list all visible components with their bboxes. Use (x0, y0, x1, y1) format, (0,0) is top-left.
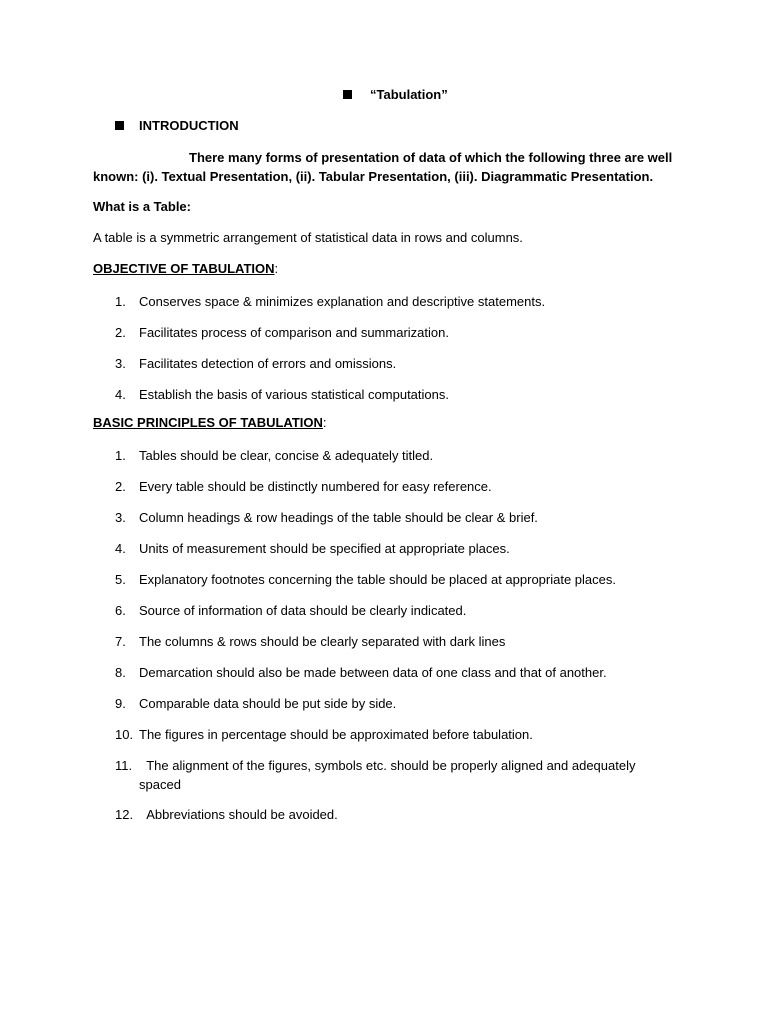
list-item (93, 508, 653, 527)
list-item-text: Tables should be clear, concise & adequately titled. (139, 448, 434, 463)
list-item-text: Explanatory footnotes concerning the table should be placed at appropriate places. (139, 572, 616, 587)
list-item (93, 601, 653, 620)
list-item-number: 5. (115, 572, 126, 587)
document-title: “Tabulation” (370, 87, 448, 102)
principles-heading-row (93, 415, 327, 430)
list-item-text: Facilitates process of comparison and summarization. (139, 325, 449, 340)
list-item-number: 9. (115, 696, 126, 711)
list-item-text: Column headings & row headings of the table should be clear & brief. (139, 510, 538, 525)
list-item-text: Source of information of data should be clearly indicated. (139, 603, 467, 618)
list-item-text: Every table should be distinctly numbered for easy reference. (139, 479, 492, 494)
list-item-number: 2. (115, 325, 126, 340)
list-item (93, 632, 653, 651)
principles-heading: BASIC PRINCIPLES OF TABULATION (93, 415, 323, 430)
objective-heading: OBJECTIVE OF TABULATION (93, 261, 275, 276)
objectives-list (93, 292, 653, 404)
list-item-number: 7. (115, 634, 126, 649)
list-item (93, 570, 653, 589)
list-item-number: 4. (115, 541, 126, 556)
objective-heading-row (93, 261, 278, 276)
list-item (93, 694, 653, 713)
list-item-text: Units of measurement should be specified at appropriate places. (139, 541, 510, 556)
list-item-text: Demarcation should also be made between data of one class and that of another. (139, 665, 607, 680)
square-bullet-icon (343, 90, 352, 99)
list-item (93, 663, 653, 682)
principles-list (93, 446, 653, 824)
list-item (93, 446, 653, 465)
list-item-number: 1. (115, 294, 126, 309)
intro-heading-row (115, 118, 239, 133)
list-item (93, 725, 653, 744)
list-item-number: 8. (115, 665, 126, 680)
list-item-number: 3. (115, 510, 126, 525)
intro-heading: INTRODUCTION (139, 118, 239, 133)
list-item (93, 354, 653, 373)
objective-heading-colon: : (274, 261, 279, 276)
list-item-number: 4. (115, 387, 126, 402)
list-item (93, 756, 653, 794)
list-item-text: The columns & rows should be clearly separated with dark lines (139, 634, 506, 649)
list-item (93, 323, 653, 342)
list-item-text: Facilitates detection of errors and omissions. (139, 356, 397, 371)
title-row (343, 87, 448, 102)
intro-paragraph: There many forms of presentation of data of which the following three are well known: (i). Textual Presentation, (ii). Tabular Presentation, (iii). Diagrammatic Presentation. (93, 150, 673, 184)
list-item-text: The figures in percentage should be approximated before tabulation. (139, 727, 533, 742)
list-item-number: 12. (115, 807, 134, 822)
list-item-text: Comparable data should be put side by side. (139, 696, 397, 711)
table-question: What is a Table: (93, 199, 191, 214)
list-item-number: 2. (115, 479, 126, 494)
list-item-text: Establish the basis of various statistical computations. (139, 387, 449, 402)
list-item (93, 292, 653, 311)
list-item-text: Conserves space & minimizes explanation and descriptive statements. (139, 294, 546, 309)
list-item-text: Abbreviations should be avoided. (139, 807, 338, 822)
list-item-number: 6. (115, 603, 126, 618)
list-item-text: The alignment of the figures, symbols etc. should be properly aligned and adequately spaced (139, 758, 640, 792)
list-item-number: 11. (115, 758, 133, 773)
list-item (93, 539, 653, 558)
principles-heading-colon: : (322, 415, 327, 430)
list-item-number: 10. (115, 727, 134, 742)
table-definition: A table is a symmetric arrangement of statistical data in rows and columns. (93, 230, 523, 245)
list-item (93, 477, 653, 496)
list-item (93, 385, 653, 404)
list-item-number: 3. (115, 356, 126, 371)
list-item-number: 1. (115, 448, 126, 463)
list-item (93, 805, 653, 824)
square-bullet-icon (115, 121, 124, 130)
